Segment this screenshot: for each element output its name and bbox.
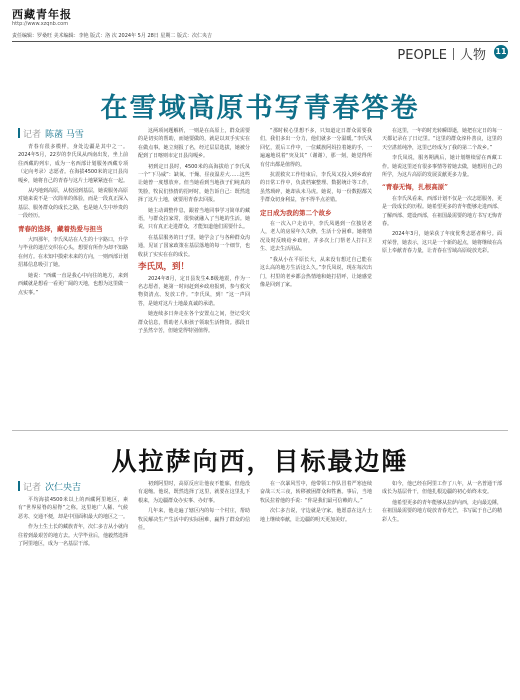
paragraph: 在这里，一年的时光转瞬即逝，她把在定日的每一天都记录在了日记里。“这里的群众淳朴善良，这里的天空湛蓝纯净，这里已经成为了我的第二个故乡。” <box>382 128 502 151</box>
article2-byline <box>18 480 81 493</box>
masthead-rule <box>12 41 508 42</box>
paragraph: 平均海拔4500米以上的西藏阿里地区，素有“世界屋脊的屋脊”之称。这里地广人稀、气候恶劣、交通不便，却是中国面积最大的地区之一。 <box>18 497 128 520</box>
paragraph: 在一次入户走访中，李氏凤遇到一位独居老人，老人的房屋年久失修，生活十分困难。她将情况及时反映给乡政府，并多次上门帮老人打扫卫生、送去生活用品。 <box>260 221 372 253</box>
article1-subhead-3: “青春无悔，扎根高原” <box>382 183 448 192</box>
paragraph: 抗震救灾工作结束后，李氏凤又投入到乡政府的日常工作中，负责档案整理、数据统计等工作，虽然琐碎，她却从未马虎。她说，每一份数据都关乎群众切身利益，容不得半点差错。 <box>260 172 372 204</box>
article1-column-4 <box>382 127 502 425</box>
section-label-en: PEOPLE <box>397 48 447 63</box>
byline-bar <box>18 128 20 138</box>
byline-names: 陈菡 马雪 <box>45 130 84 140</box>
paragraph: 作为土生土长的藏族青年，次仁多吉从小就向往着到最艰苦的地方去。大学毕业后，他毅然选择了阿里地区，成为一名基层干部。 <box>18 524 128 548</box>
article1-column-2 <box>138 127 250 425</box>
byline-label: 记者 <box>23 483 42 493</box>
paragraph: 几年来，他走遍了辖区内的每一个村庄，帮助牧民解决生产生活中的实际困难，赢得了群众的信任。 <box>138 508 250 532</box>
paragraph: 初到定日县时，4500米的高海拔给了李氏凤一个“下马威”：缺氧、干燥、昼夜温差大……这些让她曾一度想放弃。但当她看到当地孩子们纯真的笑脸，牧民们热情的招呼时，她告诉自己：既然选择了这片土地，就要用青春去回报。 <box>138 163 250 204</box>
article1-subhead-2: 定日成为我的第二个故乡 <box>260 208 332 217</box>
article1-kicker-1: 李氏凤，到！ <box>138 262 190 273</box>
paragraph: 青春有很多模样，身处边疆是其中之一。2024年5月，22岁的李氏凤从西南出发，坐上前往西藏的列车，成为一名西部计划服务西藏专项（定向考录）志愿者。在海拔4500米的定日县岗嘎乡，她将自己的青春与这片土地紧紧连在一起。 <box>18 144 128 184</box>
section-separator <box>453 48 454 60</box>
article2-column-2 <box>138 480 250 694</box>
article1-column-1 <box>18 143 128 425</box>
paragraph: 她连续多日奔走在各个安置点之间，登记受灾群众信息，帮助老人和孩子领取生活物资。那段日子虽然辛苦，但她觉得特别值得。 <box>138 311 250 334</box>
article2-column-3 <box>260 480 372 694</box>
masthead <box>12 6 508 70</box>
article1-column-3 <box>260 127 372 425</box>
paragraph: 从内地到高原，从校园到基层，她说服务高原对她来说不是一次简单的体验，而是一段真正深入基层、服务群众的成长之路，也是她人生中珍贵的一段经历。 <box>18 188 128 220</box>
byline-names: 次仁央吉 <box>45 483 82 493</box>
section-label <box>397 44 486 63</box>
paragraph: “那时候心里想不多，只知道定日群众需要我们，我们多出一分力，他们就多一分温暖。”李氏凤回忆，震后工作中，一位藏族阿妈拉着她的手，一遍遍地说着“突及其”（谢谢），那一刻，她觉得所有付出都是值得的。 <box>260 128 372 168</box>
article1-headline: 在雪域高原书写青春答卷 <box>100 93 420 124</box>
paragraph: 他希望更多的青年能够从拉萨向西，走向最边陲，在祖国最需要的地方绽放青春光芒，书写属于自己的精彩人生。 <box>382 499 502 523</box>
paragraph: 这两项问题解析，一则是在高原上，群众需要的是切实的帮助，而她要做的，就是以双手实实在在做点事。她立刻报了名，经过层层选拔，她被分配到了日喀则市定日县岗嘎乡。 <box>138 128 250 160</box>
paragraph: 在基层服务的日子里，她学会了与各种群众沟通，见证了国家政策在基层落地的每一个细节，也收获了实实在在的成长。 <box>138 234 250 258</box>
article-divider <box>12 430 508 431</box>
paragraph: 2024年8月，定日县发生4.8级地震，作为一名志愿者，她第一时间赶到乡政府报到，参与救灾物资清点、发放工作。“李氏凤，到！”这一声回答，是她对这片土地最真诚的承诺。 <box>138 275 250 307</box>
page-number-badge: 11 <box>494 45 508 59</box>
article2-headline: 从拉萨向西，目标最边陲 <box>111 447 409 476</box>
newspaper-logo: 西藏青年报 <box>12 8 72 21</box>
paragraph: 她说：“西藏一直是我心中向往的地方，来到西藏就是想看一看更广阔的天地，也想为这里做一点实事。” <box>18 272 128 296</box>
paragraph: 大四那年，李氏凤站在人生的十字路口，升学与毕业的迷茫交织在心头，想要有所作为却不知路在何方。在未知中摸索未来的方向，一则西部计划招募信息吸引了她。 <box>18 237 128 269</box>
newspaper-url: http://www.xzqnb.com <box>12 21 69 27</box>
article2-column-4 <box>382 480 502 694</box>
paragraph: 李氏凤说，服务期满后，她计划继续留在西藏工作。她说这里还有很多事情等着她去做，她想用自己的所学，为这片高原的发展贡献更多力量。 <box>382 155 502 179</box>
paragraph: 2024年3月，她荣获了年度优秀志愿者称号。面对荣誉，她表示，这只是一个新的起点，她将继续在高原上奉献青春力量，让青春在雪域高原绽放光彩。 <box>382 231 502 255</box>
section-label-cn: 人物 <box>459 48 486 63</box>
page-meta: 责任编辑：罗桑旺 美术编辑：李艳 版式：洛 次 2024年 5月 28日 星期二 版式：次仁央吉 <box>12 33 212 39</box>
paragraph: 她主动调整作息，跟着当地同事学习简单的藏语，与群众拉家常，很快就融入了当地的生活。她说，只有真正走进群众，才能知道他们需要什么。 <box>138 207 250 231</box>
paragraph: 如今，他已经在阿里工作了八年，从一名普通干部成长为基层骨干，但他扎根边疆的初心始终未变。 <box>382 481 502 496</box>
paragraph: 次仁多吉说，守边就是守家，他愿意在这片土地上继续奉献，让边疆的明天更加美好。 <box>260 508 372 523</box>
article1-byline <box>18 127 84 140</box>
paragraph: 在李氏凤看来，西部计划不仅是一次志愿服务，更是一段成长的历程。她希望更多的青年能够走进西部、了解西部、建设西部，在祖国最需要的地方书写无悔青春。 <box>382 195 502 228</box>
byline-label: 记者 <box>23 130 42 140</box>
paragraph: “我从小在平原长大，从来没有想过自己能在这么高的地方生活这么久。”李氏凤说，现在每次出门，村里的老乡都会热情地和她打招呼，让她感觉像是回到了家。 <box>260 256 372 288</box>
article1-subhead-1: 青春的选择，藏着热爱与担当 <box>18 224 103 233</box>
paragraph: 初到阿里时，高原反应让他夜不能寐，但他没有退缩。他说，既然选择了这里，就要在这里扎下根来，为边疆群众办实事、办好事。 <box>138 481 250 504</box>
byline-bar <box>18 481 20 491</box>
paragraph: 在一次暴风雪中，他带领工作队冒着严寒连续奋战三天三夜，转移被困群众和牲畜。事后，当地牧民拉着他的手说：“你是我们最可信赖的人。” <box>260 481 372 504</box>
article2-column-1 <box>18 496 128 694</box>
